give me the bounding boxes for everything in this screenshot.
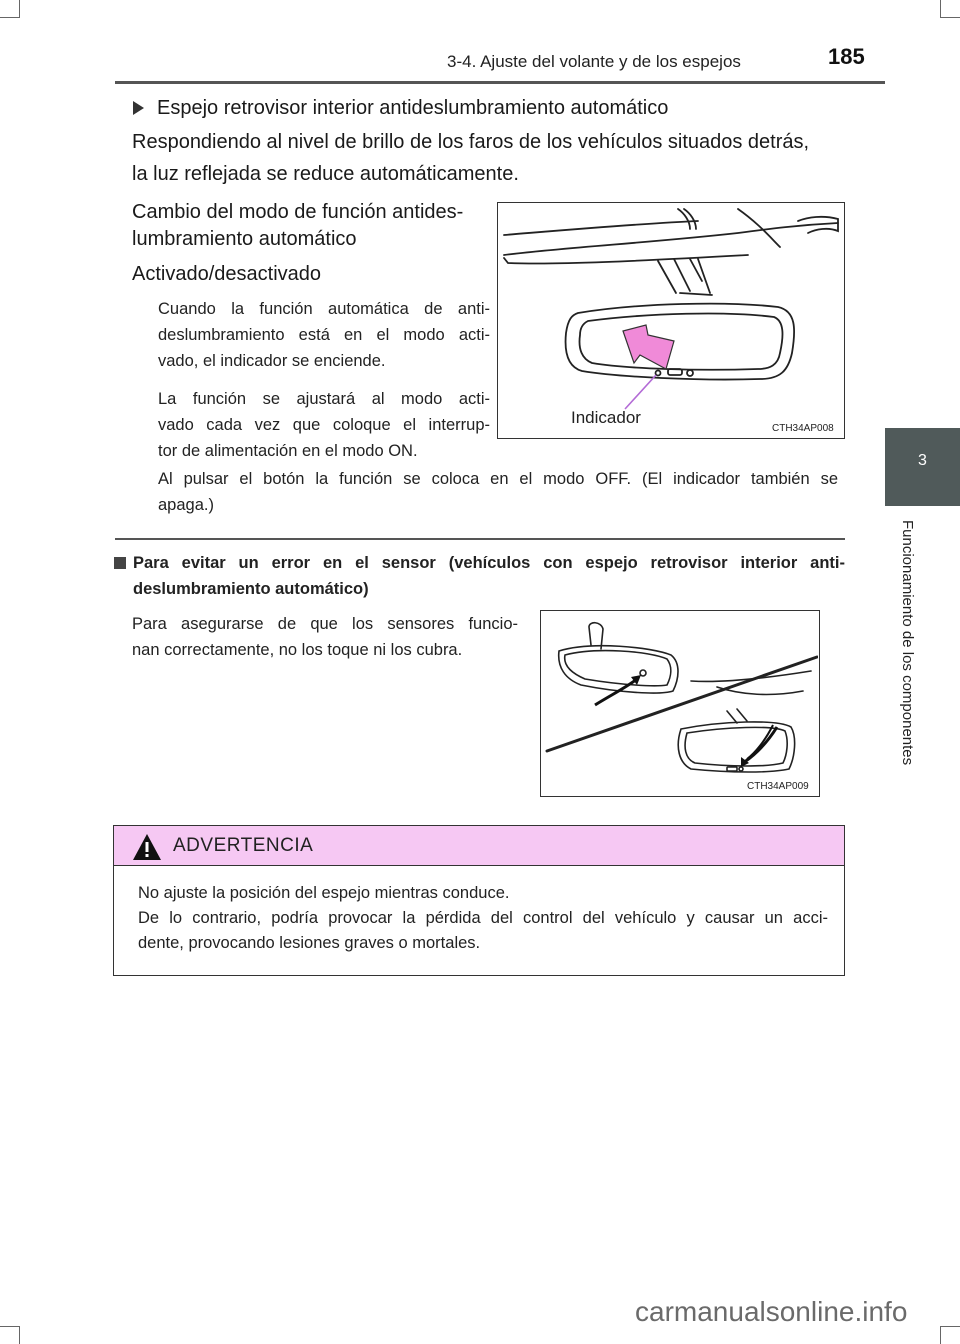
warning-triangle-icon <box>132 833 162 861</box>
warning-box <box>113 825 845 976</box>
section-header: 3-4. Ajuste del volante y de los espejos <box>447 52 741 71</box>
sensor-text: nan correctamente, no los toque ni los cubra. <box>132 641 463 659</box>
bullet-triangle-icon <box>133 101 144 115</box>
crop-mark <box>0 1326 20 1327</box>
crop-mark <box>940 0 941 18</box>
header-rule <box>115 81 885 84</box>
crop-mark <box>19 1326 20 1344</box>
warning-text: De lo contrario, podría provocar la pérdida del control del vehículo y causar un acci- <box>138 909 828 927</box>
pink-arrow-icon <box>623 325 674 369</box>
crop-mark <box>19 0 20 18</box>
intro-text: Respondiendo al nivel de brillo de los faros de los vehículos situados detrás, <box>132 131 810 153</box>
crop-mark <box>940 1326 960 1327</box>
intro-text: la luz reflejada se reduce automáticamente. <box>132 163 519 185</box>
page-number: 185 <box>828 44 865 69</box>
sensor-figure <box>540 610 820 797</box>
note-text: vado, el indicador se enciende. <box>158 352 386 370</box>
warning-text: No ajuste la posición del espejo mientras conduce. <box>138 884 510 902</box>
section-divider <box>115 538 845 540</box>
warning-header <box>114 826 844 866</box>
warning-title: ADVERTENCIA <box>173 835 314 856</box>
warning-text: dente, provocando lesiones graves o mortales. <box>138 934 481 952</box>
note-text: Al pulsar el botón la función se coloca en el modo OFF. (El indicador también se <box>158 470 838 488</box>
bullet-square-icon <box>114 557 126 569</box>
sensor-illustration <box>541 611 818 795</box>
chapter-tab: 3 <box>885 428 960 506</box>
note-text: tor de alimentación en el modo ON. <box>158 442 418 460</box>
watermark: carmanualsonline.info <box>635 1296 908 1327</box>
sensor-heading: Para evitar un error en el sensor (vehículos con espejo retrovisor interior anti- <box>133 554 845 572</box>
subheading: Cambio del modo de función antides- <box>132 201 464 223</box>
crop-mark <box>940 17 960 18</box>
figure-code: CTH34AP009 <box>747 781 809 792</box>
crop-mark <box>940 1326 941 1344</box>
warning-body <box>138 881 828 956</box>
figure-code: CTH34AP008 <box>772 423 834 434</box>
section-heading: Espejo retrovisor interior antideslumbramiento automático <box>157 97 669 119</box>
subheading: lumbramiento automático <box>132 228 357 250</box>
toggle-label: Activado/desactivado <box>132 263 322 285</box>
note-text: vado cada vez que coloque el interrup- <box>158 416 490 434</box>
mirror-illustration <box>498 203 843 437</box>
note-text: apaga.) <box>158 496 214 514</box>
mirror-indicator-figure <box>497 202 845 439</box>
note-text: La función se ajustará al modo acti- <box>158 390 490 408</box>
sensor-heading: deslumbramiento automático) <box>133 580 369 598</box>
note-text: deslumbramiento está en el modo acti- <box>158 326 490 344</box>
indicator-label: Indicador <box>571 408 641 427</box>
sensor-text: Para asegurarse de que los sensores funcio- <box>132 615 518 633</box>
note-text: Cuando la función automática de anti- <box>158 300 490 318</box>
chapter-label: Funcionamiento de los componentes <box>899 520 916 766</box>
crop-mark <box>0 17 20 18</box>
